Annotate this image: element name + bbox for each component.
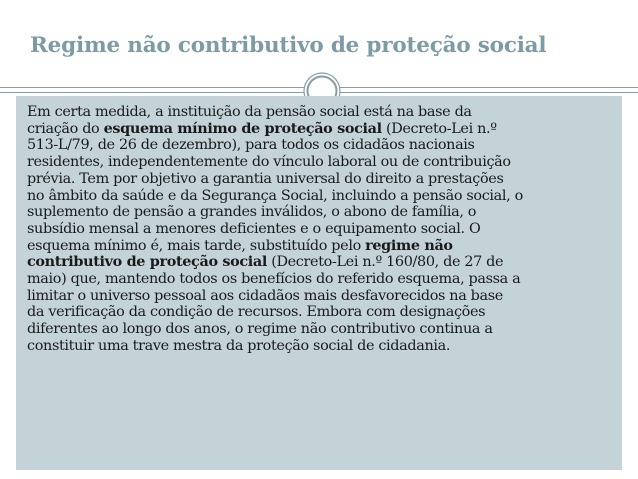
- text-run: subsídio mensal a menores deficientes e o equipamento social. O: [27, 220, 481, 237]
- bold-term: contributivo de proteção social: [27, 253, 267, 271]
- paragraph-line: [27, 137, 619, 154]
- slide-title: Regime não contributivo de proteção social: [30, 33, 547, 58]
- paragraph-line: [27, 121, 619, 138]
- paragraph-line: [27, 104, 619, 121]
- paragraph-line: [27, 321, 619, 338]
- text-run: Em certa medida, a instituição da pensão social está na base da: [27, 104, 472, 120]
- text-run: 513-L/79, de 26 de dezembro), para todos os cidadãos nacionais: [27, 137, 475, 154]
- paragraph-line: [27, 188, 619, 205]
- body-paragraph: [27, 104, 619, 355]
- paragraph-line: [27, 304, 619, 321]
- text-run: suplemento de pensão a grandes inválidos, o abono de família, o: [27, 204, 477, 221]
- text-run: diferentes ao longo dos anos, o regime não contributivo continua a: [27, 321, 493, 338]
- bold-term: esquema mínimo de proteção social: [103, 119, 382, 137]
- text-run: prévia. Tem por objetivo a garantia universal do direito a prestações: [27, 170, 504, 187]
- paragraph-line: [27, 288, 619, 305]
- text-run: constituir uma trave mestra da proteção social de cidadania.: [27, 337, 451, 354]
- text-run: residentes, independentemente do vínculo laboral ou de contribuição: [27, 154, 511, 171]
- paragraph-line: [27, 238, 619, 255]
- paragraph-line: [27, 271, 619, 288]
- text-run: da verificação da condição de recursos. Embora com designações: [27, 304, 486, 321]
- paragraph-line: [27, 338, 619, 355]
- text-run: maio) que, mantendo todos os benefícios do referido esquema, passa a: [27, 271, 521, 288]
- paragraph-line: [27, 204, 619, 221]
- text-run: no âmbito da saúde e da Segurança Social, incluindo a pensão social, o: [27, 187, 523, 204]
- text-run: criação do: [27, 120, 104, 137]
- paragraph-line: [27, 254, 619, 271]
- paragraph-line: [27, 221, 619, 238]
- text-run: (Decreto-Lei n.º: [381, 120, 497, 137]
- text-run: esquema mínimo é, mais tarde, substituído pelo: [27, 237, 366, 254]
- paragraph-line: [27, 171, 619, 188]
- text-run: limitar o universo pessoal aos cidadãos mais desfavorecidos na base: [27, 287, 503, 304]
- bold-term: regime não: [365, 236, 453, 254]
- text-run: (Decreto-Lei n.º 160/80, de 27 de: [266, 254, 504, 271]
- paragraph-line: [27, 154, 619, 171]
